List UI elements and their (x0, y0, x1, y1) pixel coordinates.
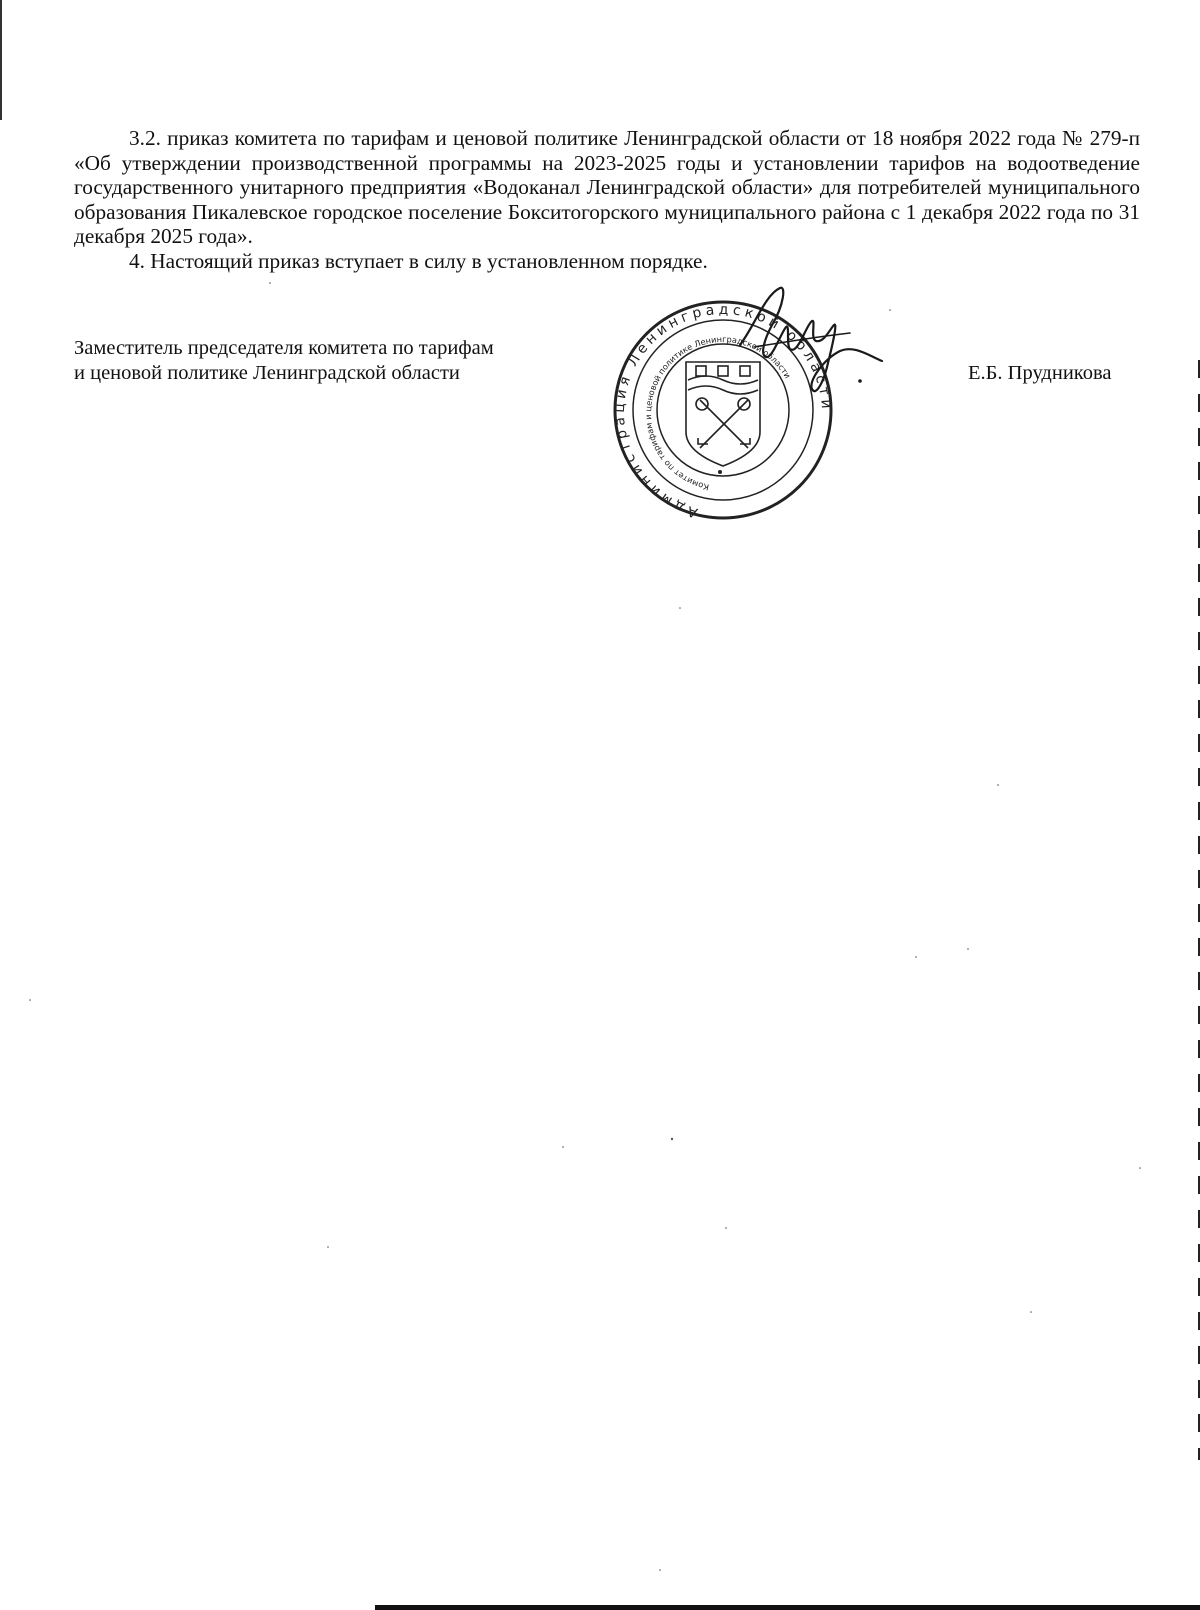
position-line-1: Заместитель председателя комитета по тарифам (74, 337, 494, 359)
paragraph-4: 4. Настоящий приказ вступает в силу в установленном порядке. (129, 248, 708, 273)
paragraph-3-2: 3.2. приказ комитета по тарифам и ценовой политике Ленинградской области от 18 ноября 2022 года № 279-п «Об утверждении производственной программы на 2023-2025 годы и установлении тарифов на водоотведение государственного унитарного предприятия «Водоканал Ленинградской области» для потребителей муниципального образования Пикалевское городское поселение Бокситогорского муниципального района с 1 декабря 2022 года по 31 декабря 2025 года». (74, 126, 1140, 249)
handwritten-signature (720, 285, 890, 420)
signer-name: Е.Б. Прудникова (968, 362, 1112, 384)
signatory-position (74, 336, 594, 385)
position-line-2: и ценовой политике Ленинградской области (74, 361, 460, 384)
order-text (74, 126, 1140, 274)
seal-inner-text: Комитет по тарифам и ценовой политике Ленинградской области (643, 333, 793, 493)
seal-outer-text: Администрация Ленинградской области (611, 301, 835, 520)
